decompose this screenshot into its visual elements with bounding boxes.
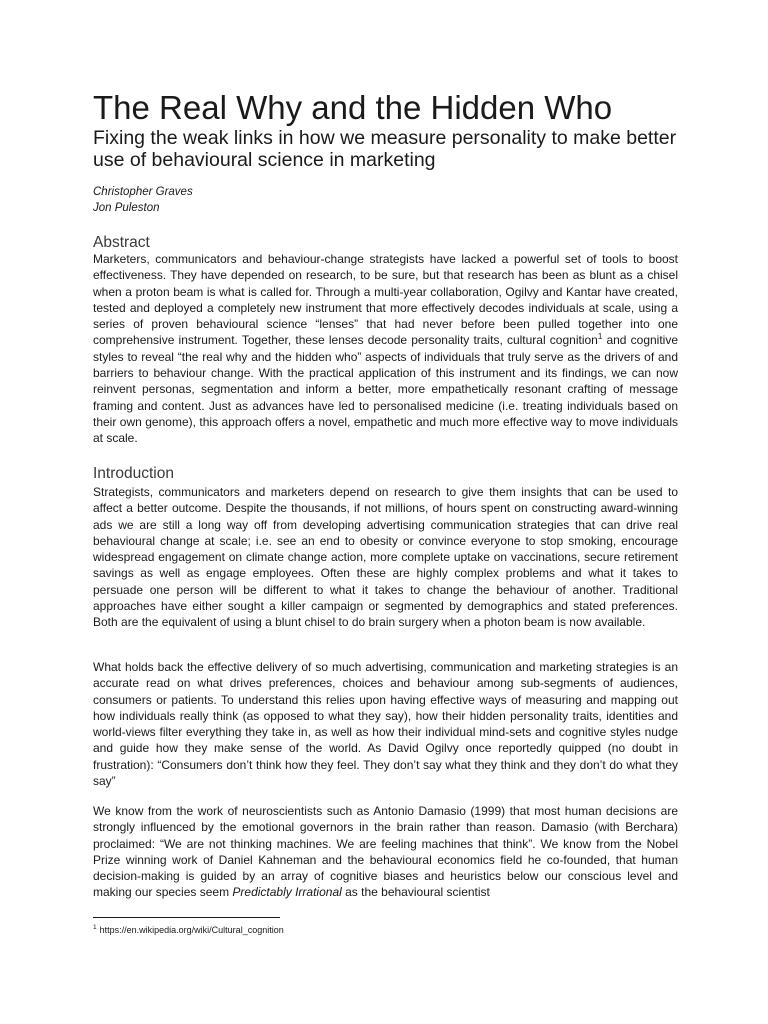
author-list [93,184,193,216]
document-page [93,0,678,1024]
footnote [93,924,284,936]
intro-p3-text-2: as the behavioural scientist [341,885,490,900]
author-name: Christopher Graves [93,186,193,198]
author-name: Jon Puleston [93,202,160,214]
intro-paragraph-2: What holds back the effective delivery of so much advertising, communication and marketing strategies is an accurate read on what drives preferences, choices and behaviour among sub-segments of audiences, consumers or patients. To understand this relies upon having effective ways of measuring and mapping out how individuals really think (as opposed to what they say), how their hidden personality traits, identities and world-views filter everything they take in, as well as how their individual mind-sets and cognitive styles nudge and guide how they make sense of the world. As David Ogilvy once reportedly quipped (no doubt in frustration): “Consumers don’t think how they feel. They don’t say what they think and they don’t do what they say” [93,660,678,789]
abstract-text-1: Marketers, communicators and behaviour-change strategists have lacked a powerful set of tools to boost effectiveness. They have depended on research, to be sure, but that research has been as blunt as a chisel when a proton beam is what is called for. Through a multi-year collaboration, Ogilvy and Kantar have created, tested and deployed a completely new instrument that more effectively decodes individuals at scale, using a series of proven behavioural science “lenses” that had never before been pulled together into one comprehensive instrument. Together, these lenses decode personality traits, cultural cognition [93,252,678,348]
abstract-paragraph [93,251,678,447]
footnote-divider [93,917,280,918]
footnote-text: https://en.wikipedia.org/wiki/Cultural_cognition [99,925,284,935]
paper-title: The Real Why and the Hidden Who [93,89,613,126]
abstract-heading: Abstract [93,234,150,251]
footnote-number: 1 [93,924,97,931]
introduction-heading: Introduction [93,465,174,482]
book-title: Predictably Irrational [232,885,342,900]
footnote-ref: 1 [597,332,603,342]
intro-paragraph-3 [93,803,678,901]
abstract-text-2: and cognitive styles to reveal “the real why and the hidden who” aspects of individuals that truly serve as the drivers of and barriers to behaviour change. With the practical application of this instrument and its findings, we can now reinvent personas, segmentation and inform a better, more empathetically resonant crafting of message framing and content. Just as advances have led to personalised medicine (i.e. treating individuals based on their own genome), this approach offers a novel, empathetic and much more effective way to move individuals at scale. [93,333,679,446]
intro-p3-text-1: We know from the work of neuroscientists such as Antonio Damasio (1999) that most human decisions are strongly influenced by the emotional governors in the brain rather than reason. Damasio (with Berchara) proclaimed: “We are not thinking machines. We are feeling machines that think”. We know from the Nobel Prize winning work of Daniel Kahneman and the behavioural economics field he co-founded, that human decision-making is guided by an array of cognitive biases and heuristics below our conscious level and making our species seem [93,804,678,900]
paper-subtitle: Fixing the weak links in how we measure personality to make better use of behavioural science in marketing [93,127,677,171]
intro-paragraph-1: Strategists, communicators and marketers depend on research to give them insights that can be used to affect a better outcome. Despite the thousands, if not millions, of hours spent on constructing award-winning ads we are still a long way off from developing advertising communication strategies that can drive real behavioural change at scale; i.e. see an end to obesity or convince everyone to stop smoking, encourage widespread engagement on climate change action, more complete uptake on vaccinations, secure retirement savings as well as engage employees. Often these are highly complex problems and what it takes to persuade one person will be different to what it takes to change the behaviour of another. Traditional approaches have either sought a killer campaign or segmented by demographics and stated preferences. Both are the equivalent of using a blunt chisel to do brain surgery when a photon beam is now available. [93,485,678,630]
